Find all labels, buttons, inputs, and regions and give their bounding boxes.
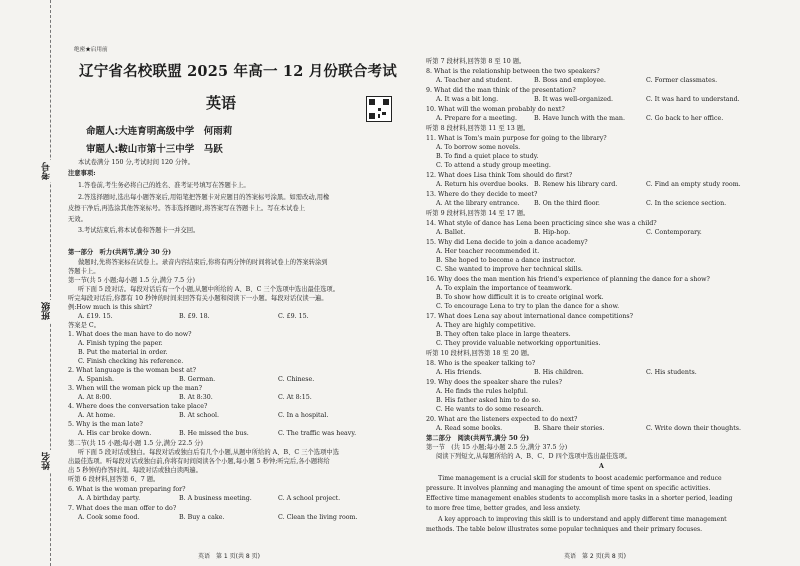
q7-option-c: C. Clean the living room. bbox=[278, 514, 358, 521]
q13-option-a: A. At the library entrance. bbox=[436, 200, 520, 207]
question-18: 18. Who is the speaker talking to? bbox=[426, 360, 536, 367]
question-20: 20. What are the listeners expected to do next? bbox=[426, 416, 578, 423]
q8-option-c: C. Former classmates. bbox=[646, 77, 718, 84]
page-footer-right: 英语 第 2 页(共 8 页) bbox=[564, 553, 626, 560]
q9-option-b: B. It was well-organized. bbox=[534, 96, 614, 103]
note-2-line3: 无效。 bbox=[68, 216, 87, 223]
material-9-note: 听第 9 段材料,回答第 14 至 17 题。 bbox=[426, 210, 530, 217]
q18-option-b: B. His children. bbox=[534, 369, 584, 376]
note-2-line1: 2.答选择题时,选出每小题答案后,用铅笔把答题卡对应题目的答案标号涂黑。如需改动,用橡 bbox=[78, 194, 330, 201]
question-14: 14. What style of dance has Lena been practicing since she was a child? bbox=[426, 220, 657, 227]
material-8-note: 听第 8 段材料,回答第 11 至 13 题。 bbox=[426, 125, 530, 132]
question-1: 1. What does the man have to do now? bbox=[68, 331, 192, 338]
q5-option-b: B. He missed the bus. bbox=[179, 430, 249, 437]
q17-option-b: B. They often take place in large theaters. bbox=[436, 331, 571, 338]
q15-option-b: B. She hoped to become a dance instructor. bbox=[436, 257, 576, 264]
q19-option-a: A. He finds the rules helpful. bbox=[436, 388, 528, 395]
section2-directions-line1: 听下面 5 段对话或独白。每段对话或独白后有几个小题,从题中所给的 A、B、C 三个选项中选 bbox=[78, 449, 339, 456]
note-3: 3.考试结束后,将本试卷和答题卡一并交回。 bbox=[78, 227, 200, 234]
q6-option-b: B. A business meeting. bbox=[179, 495, 252, 502]
q3-option-c: C. At 8:15. bbox=[278, 394, 312, 401]
q5-option-c: C. The traffic was heavy. bbox=[278, 430, 357, 437]
class-label: 班级 bbox=[40, 300, 62, 322]
reviewer-line: 审题人:鞍山市第十三中学 马跃 bbox=[86, 144, 223, 155]
q17-option-c: C. They provide valuable networking opportunities. bbox=[436, 340, 601, 347]
part1-intro-line1: 做题时,先将答案标在试卷上。录音内容结束后,你将有两分钟的时间将试卷上的答案转涂到 bbox=[78, 259, 328, 266]
q15-option-a: A. Her teacher recommended it. bbox=[436, 248, 540, 255]
example-option-a: A. £19. 15. bbox=[78, 313, 113, 320]
note-2-line2: 皮擦干净后,再选涂其他答案标号。答非选择题时,将答案写在答题卡上。写在本试卷上 bbox=[68, 205, 305, 212]
passage-line-1: Time management is a crucial skill for students to boost academic performance and reduce bbox=[426, 475, 722, 482]
passage-line-3: Effective time management enables students to accomplish more tasks in a shorter period, leading bbox=[426, 495, 733, 502]
passage-a-label: A bbox=[599, 463, 604, 470]
q14-option-b: B. Hip-hop. bbox=[534, 229, 571, 236]
q3-option-a: A. At 8:00. bbox=[78, 394, 112, 401]
example-question: 例:How much is this shirt? bbox=[68, 304, 152, 311]
question-2: 2. What language is the woman best at? bbox=[68, 367, 196, 374]
question-6: 6. What is the woman preparing for? bbox=[68, 486, 186, 493]
question-9: 9. What did the man think of the presentation? bbox=[426, 87, 576, 94]
q17-option-a: A. They are highly competitive. bbox=[436, 322, 536, 329]
q2-option-a: A. Spanish. bbox=[78, 376, 115, 383]
q14-option-c: C. Contemporary. bbox=[646, 229, 702, 236]
part2-section1-directions: 阅读下列短文,从每题所给的 A、B、C、D 四个选项中选出最佳选项。 bbox=[436, 453, 632, 460]
qr-code-icon bbox=[366, 96, 392, 122]
passage-line-2: pressure. It involves planning and managing the amount of time spent on specific activities. bbox=[426, 485, 711, 492]
name-label: 姓名 bbox=[40, 450, 62, 472]
q10-option-a: A. Prepare for a meeting. bbox=[436, 115, 517, 122]
passage-line-6: methods. The table below illustrates some popular techniques and their primary focuses. bbox=[426, 526, 703, 533]
q2-option-c: C. Chinese. bbox=[278, 376, 315, 383]
q19-option-c: C. He wants to do some research. bbox=[436, 406, 544, 413]
q15-option-c: C. She wanted to improve her technical skills. bbox=[436, 266, 583, 273]
q8-option-b: B. Boss and employee. bbox=[534, 77, 606, 84]
notes-heading: 注意事项: bbox=[68, 170, 96, 177]
q3-option-b: B. At 8:30. bbox=[179, 394, 213, 401]
exam-number-label: 考号 bbox=[40, 160, 62, 182]
section2-directions-line3: 出 5 秒钟的作答时间。每段对话或独白读两遍。 bbox=[68, 467, 202, 474]
q18-option-a: A. His friends. bbox=[436, 369, 482, 376]
part2-heading: 第二部分 阅读(共两节,满分 50 分) bbox=[426, 435, 530, 442]
material-7-note: 听第 7 段材料,回答第 8 至 10 题。 bbox=[426, 58, 526, 65]
section2-directions-line2: 出最佳选项。听每段对话或独白前,你将有时间阅读各个小题,每小题 5 秒钟;听完后,各小题将给 bbox=[68, 458, 330, 465]
q1-option-c: C. Finish checking his reference. bbox=[78, 358, 184, 365]
question-4: 4. Where does the conversation take place? bbox=[68, 403, 208, 410]
q4-option-b: B. At school. bbox=[179, 412, 220, 419]
question-13: 13. Where do they decide to meet? bbox=[426, 191, 538, 198]
question-10: 10. What will the woman probably do next? bbox=[426, 106, 565, 113]
q4-option-a: A. At home. bbox=[78, 412, 116, 419]
question-19: 19. Why does the speaker share the rules? bbox=[426, 379, 563, 386]
question-5: 5. Why is the man late? bbox=[68, 421, 143, 428]
q14-option-a: A. Ballet. bbox=[436, 229, 466, 236]
question-8: 8. What is the relationship between the two speakers? bbox=[426, 68, 600, 75]
q7-option-b: B. Buy a cake. bbox=[179, 514, 225, 521]
material-6-note: 听第 6 段材料,回答第 6、7 题。 bbox=[68, 476, 160, 483]
section1-directions-line2: 听完每段对话后,你都有 10 秒钟的时间来回答有关小题和阅读下一小题。每段对话仅读一遍。 bbox=[68, 295, 328, 302]
section1-directions-line1: 听下面 5 段对话。每段对话后有一个小题,从题中所给的 A、B、C 三个选项中选出最佳选项。 bbox=[78, 286, 339, 293]
page-footer-left: 英语 第 1 页(共 8 页) bbox=[198, 553, 260, 560]
q8-option-a: A. Teacher and student. bbox=[436, 77, 513, 84]
q16-option-b: B. To show how difficult it is to create original work. bbox=[436, 294, 604, 301]
proposer-line: 命题人:大连育明高级中学 何雨莉 bbox=[86, 126, 233, 137]
q2-option-b: B. German. bbox=[179, 376, 216, 383]
note-1: 1.答卷前,考生务必将自己的姓名、准考证号填写在答题卡上。 bbox=[78, 182, 250, 189]
q6-option-c: C. A school project. bbox=[278, 495, 341, 502]
q11-option-c: C. To attend a study group meeting. bbox=[436, 162, 551, 169]
q11-option-a: A. To borrow some novels. bbox=[436, 144, 521, 151]
q19-option-b: B. His father asked him to do so. bbox=[436, 397, 541, 404]
q11-option-b: B. To find a quiet place to study. bbox=[436, 153, 539, 160]
part1-heading: 第一部分 听力(共两节,满分 30 分) bbox=[68, 249, 172, 256]
q12-option-b: B. Renew his library card. bbox=[534, 181, 618, 188]
q1-option-a: A. Finish typing the paper. bbox=[78, 340, 163, 347]
q12-option-a: A. Return his overdue books. bbox=[436, 181, 529, 188]
question-3: 3. When will the woman pick up the man? bbox=[68, 385, 202, 392]
q12-option-c: C. Find an empty study room. bbox=[646, 181, 741, 188]
q10-option-c: C. Go back to her office. bbox=[646, 115, 724, 122]
binding-margin bbox=[0, 0, 62, 566]
q10-option-b: B. Have lunch with the man. bbox=[534, 115, 625, 122]
example-option-c: C. £9. 15. bbox=[278, 313, 309, 320]
question-17: 17. What does Lena say about international dance competitions? bbox=[426, 313, 634, 320]
section1-heading: 第一节(共 5 小题;每小题 1.5 分,满分 7.5 分) bbox=[68, 277, 195, 284]
q9-option-a: A. It was a bit long. bbox=[436, 96, 499, 103]
q20-option-a: A. Read some books. bbox=[436, 425, 503, 432]
q9-option-c: C. It was hard to understand. bbox=[646, 96, 740, 103]
exam-title: 辽宁省名校联盟 2025 年高一 12 月份联合考试 bbox=[79, 63, 397, 80]
question-7: 7. What does the man offer to do? bbox=[68, 505, 177, 512]
q13-option-b: B. On the third floor. bbox=[534, 200, 600, 207]
q6-option-a: A. A birthday party. bbox=[78, 495, 141, 502]
part2-section1-heading: 第一节 (共 15 小题;每小题 2.5 分,满分 37.5 分) bbox=[426, 444, 568, 451]
question-11: 11. What is Tom's main purpose for going to the library? bbox=[426, 135, 607, 142]
q20-option-b: B. Share their stories. bbox=[534, 425, 605, 432]
q16-option-c: C. To encourage Lena to try to plan the dance for a show. bbox=[436, 303, 620, 310]
q4-option-c: C. In a hospital. bbox=[278, 412, 329, 419]
question-12: 12. What does Lisa think Tom should do first? bbox=[426, 172, 573, 179]
question-15: 15. Why did Lena decide to join a dance academy? bbox=[426, 239, 588, 246]
q7-option-a: A. Cook some food. bbox=[78, 514, 140, 521]
q13-option-c: C. In the science section. bbox=[646, 200, 727, 207]
secret-label: 绝密★启用前 bbox=[74, 47, 108, 53]
question-16: 16. Why does the man mention his friend's experience of planning the dance for a show? bbox=[426, 276, 710, 283]
q1-option-b: B. Put the material in order. bbox=[78, 349, 168, 356]
q20-option-c: C. Write down their thoughts. bbox=[646, 425, 741, 432]
q16-option-a: A. To explain the importance of teamwork. bbox=[436, 285, 573, 292]
passage-line-4: to more free time, better grades, and less anxiety. bbox=[426, 505, 581, 512]
section2-heading: 第二节(共 15 小题;每小题 1.5 分,满分 22.5 分) bbox=[68, 440, 203, 447]
example-answer: 答案是 C。 bbox=[68, 322, 101, 329]
example-option-b: B. £9. 18. bbox=[179, 313, 210, 320]
q18-option-c: C. His students. bbox=[646, 369, 697, 376]
material-10-note: 听第 10 段材料,回答第 18 至 20 题。 bbox=[426, 350, 534, 357]
binding-dashed-line bbox=[50, 0, 51, 566]
score-line: 本试卷满分 150 分,考试时间 120 分钟。 bbox=[78, 159, 194, 166]
passage-line-5: A key approach to improving this skill is to understand and apply different time management bbox=[426, 516, 727, 523]
subject-title: 英语 bbox=[206, 94, 237, 112]
part1-intro-line2: 答题卡上。 bbox=[68, 268, 100, 275]
q5-option-a: A. His car broke down. bbox=[78, 430, 152, 437]
